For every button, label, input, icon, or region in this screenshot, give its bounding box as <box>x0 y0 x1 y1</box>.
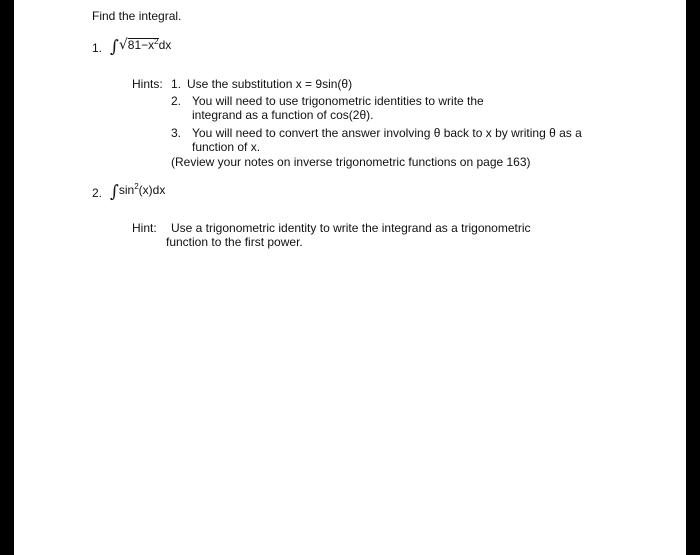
hint-3-number: 3. <box>171 126 182 140</box>
hint-2-text-line-2: integrand as a function of cos(2θ). <box>192 108 374 122</box>
hint-2-text-line-1: You will need to use trigonometric identities to write the <box>192 94 484 108</box>
function-argument: (x)dx <box>138 183 166 197</box>
function-name: sin <box>118 183 135 197</box>
hint-label: Hint: <box>132 221 157 235</box>
radical-sign: √ <box>118 37 128 53</box>
problem-1-number: 1. <box>92 41 103 55</box>
problem-2-hint-line-1: Use a trigonometric identity to write the integrand as a trigonometric <box>171 221 531 235</box>
radicand-exponent: 2 <box>154 37 159 46</box>
problem-2-hint-line-2: function to the first power. <box>166 235 303 249</box>
review-note: (Review your notes on inverse trigonometric functions on page 163) <box>171 155 531 169</box>
integral-sign: ∫ <box>110 182 119 202</box>
hint-3-text-line-2: function of x. <box>192 140 261 154</box>
hint-2-number: 2. <box>171 94 182 108</box>
problem-2-expression <box>110 183 165 201</box>
hint-3-text-line-1: You will need to convert the answer involving θ back to x by writing θ as a <box>192 126 582 140</box>
radicand-base: 81−x <box>127 38 155 52</box>
hints-label: Hints: <box>132 77 163 91</box>
hint-1-text: Use the substitution x = 9sin(θ) <box>187 77 353 91</box>
radicand <box>128 38 159 52</box>
hint-1-number: 1. <box>171 77 182 91</box>
differential: dx <box>158 38 172 52</box>
problem-1-expression <box>110 38 171 56</box>
integral-sign: ∫ <box>110 37 119 57</box>
instruction-heading: Find the integral. <box>92 9 182 23</box>
worksheet-page <box>14 0 686 555</box>
function-exponent: 2 <box>134 182 139 191</box>
problem-2-number: 2. <box>92 186 103 200</box>
